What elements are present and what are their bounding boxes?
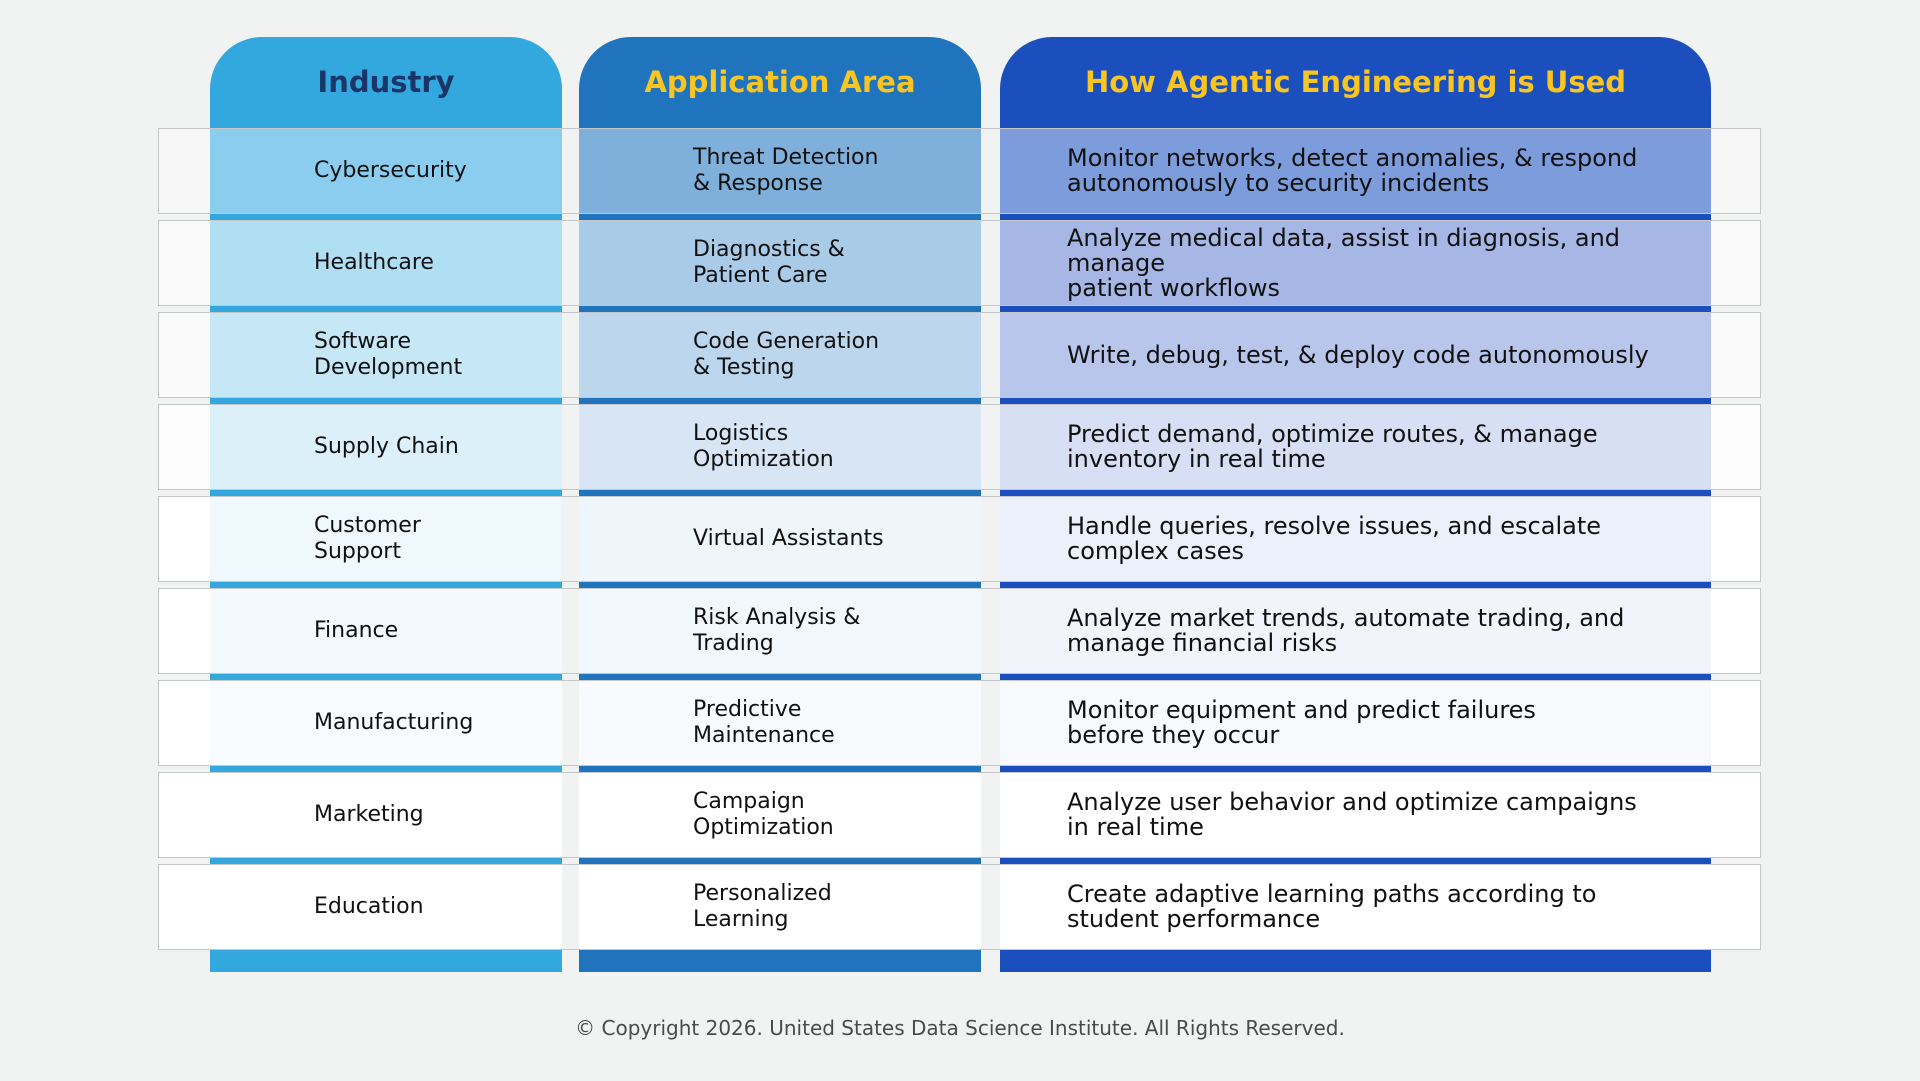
industry-cell: Manufacturing xyxy=(314,710,474,735)
how-used-cell: Analyze medical data, assist in diagnosis, and manage patient workflows xyxy=(1067,223,1621,302)
industry-cell: Finance xyxy=(314,618,399,643)
application-cell: Risk Analysis & Trading xyxy=(693,605,861,656)
table-row xyxy=(158,772,1761,858)
industry-cell: Education xyxy=(314,894,424,919)
application-cell: Diagnostics & Patient Care xyxy=(693,237,845,288)
how-used-cell: Predict demand, optimize routes, & manage inventory in real time xyxy=(1067,420,1598,473)
application-cell: Logistics Optimization xyxy=(693,421,834,472)
industry-cell: Healthcare xyxy=(314,250,434,275)
industry-cell: Marketing xyxy=(314,802,424,827)
industry-cell: Software Development xyxy=(314,329,463,380)
how-used-cell: Analyze market trends, automate trading, and manage financial risks xyxy=(1067,604,1625,657)
application-area-header: Application Area xyxy=(644,65,916,99)
table-row xyxy=(158,864,1761,950)
how-used-cell: Handle queries, resolve issues, and escalate complex cases xyxy=(1067,512,1602,565)
industry-cell: Customer Support xyxy=(314,513,421,564)
how-used-header: How Agentic Engineering is Used xyxy=(1084,65,1627,99)
table-row xyxy=(158,128,1761,214)
application-cell: Threat Detection & Response xyxy=(693,145,879,196)
how-used-cell: Analyze user behavior and optimize campaigns in real time xyxy=(1067,788,1637,841)
how-used-cell: Create adaptive learning paths according to student performance xyxy=(1067,880,1597,933)
application-cell: Virtual Assistants xyxy=(693,526,884,551)
how-used-cell: Monitor equipment and predict failures before they occur xyxy=(1067,696,1536,749)
how-used-cell: Write, debug, test, & deploy code autonomously xyxy=(1067,340,1649,369)
how-used-cell: Monitor networks, detect anomalies, & respond autonomously to security incidents xyxy=(1067,144,1638,197)
table-row xyxy=(158,496,1761,582)
table-row xyxy=(158,588,1761,674)
industry-cell: Supply Chain xyxy=(314,434,459,459)
application-cell: Campaign Optimization xyxy=(693,789,834,840)
application-cell: Code Generation & Testing xyxy=(693,329,880,380)
table-row xyxy=(158,220,1761,306)
table-row xyxy=(158,680,1761,766)
application-cell: Personalized Learning xyxy=(693,881,832,932)
application-cell: Predictive Maintenance xyxy=(693,697,835,748)
industry-header: Industry xyxy=(317,65,455,99)
industry-cell: Cybersecurity xyxy=(314,158,467,183)
table-row xyxy=(158,312,1761,398)
table-row xyxy=(158,404,1761,490)
copyright-footer: © Copyright 2026. United States Data Science Institute. All Rights Reserved. xyxy=(575,1016,1345,1040)
